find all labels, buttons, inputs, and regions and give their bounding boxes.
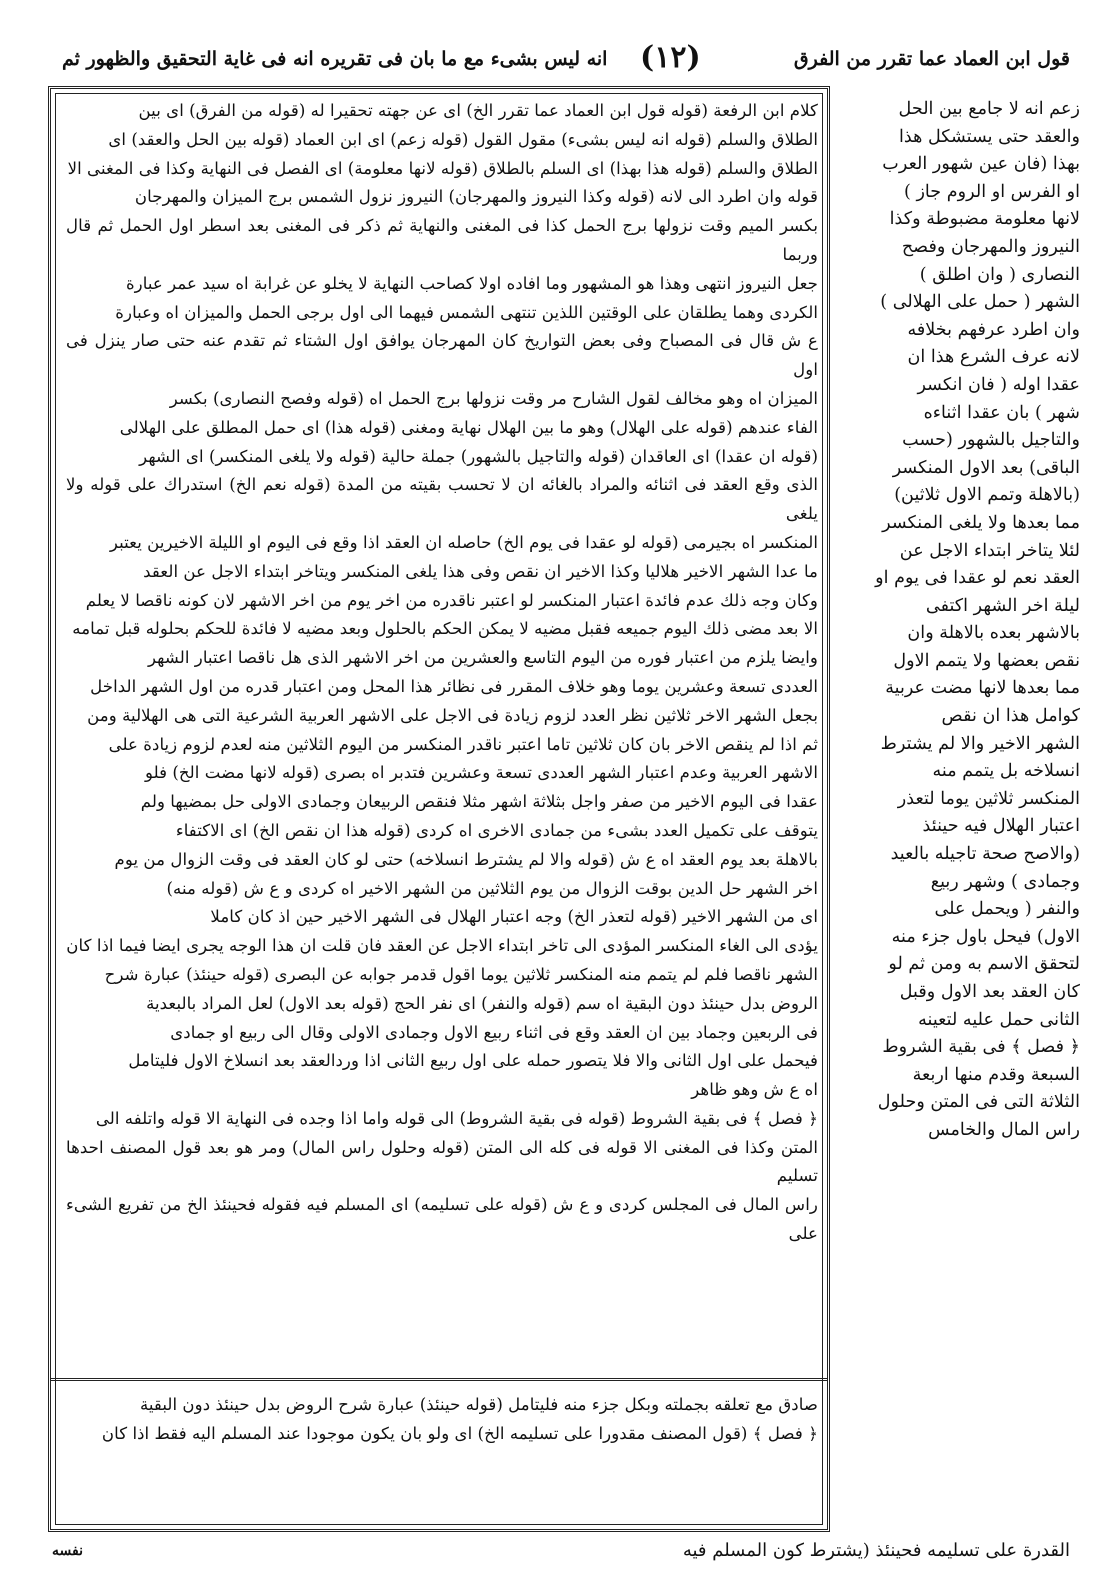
matn-line: بهذا (فان عين شهور العرب — [882, 154, 1080, 175]
matn-line: النيروز والمهرجان وفصح — [901, 236, 1080, 257]
commentary-line: راس المال فى المجلس كردى و ع ش (قوله على تسليمه) اى المسلم فيه فقوله فحينئذ الخ من تفريع الشىء على — [66, 1194, 818, 1244]
matn-line: الشهر الاخير والا لم يشترط — [880, 733, 1080, 754]
matn-line: والتاجيل بالشهور (حسب — [902, 430, 1080, 451]
matn-line: راس المال والخامس — [928, 1119, 1080, 1140]
running-head-right: قول ابن العماد عما تقرر من الفرق — [793, 48, 1070, 70]
commentary-line: ع ش قال فى المصباح وفى بعض التواريخ كان المهرجان يوافق اول الشتاء ثم تقدم عنه حتى صار ينزل فى اول — [66, 330, 818, 380]
lower-commentary-line: ﴿ فصل ﴾ (قول المصنف مقدورا على تسليمه الخ) اى ولو بان يكون موجودا عند المسلم اليه فقط اذا كان — [101, 1422, 818, 1443]
lower-commentary — [66, 1390, 818, 1520]
matn-line: زعم انه لا جامع بين الحل — [898, 99, 1080, 119]
commentary-line: الطلاق والسلم (قوله انه ليس بشىء) مقول القول (قوله زعم) اى ابن العماد (قوله بين الحل والعقد) اى — [108, 128, 818, 149]
matn-line: الاول) فيحل باول جزء منه — [891, 926, 1080, 947]
commentary-line: الميزان اه وهو مخالف لقول الشارح مر وقت نزولها برج الحمل اه (قوله وفصح النصارى) بكسر — [169, 387, 818, 408]
commentary-body — [66, 96, 818, 1386]
matn-line: نقص بعضها ولا يتمم الاول — [893, 650, 1080, 671]
lower-commentary-line: صادق مع تعلقه بجملته وبكل جزء منه فليتامل (قوله حينئذ) عبارة شرح الروض بدل حينئذ دون البقية — [139, 1394, 818, 1414]
matn-line: لتحقق الاسم به ومن ثم لو — [888, 954, 1080, 975]
commentary-line: الذى وقع العقد فى اثنائه والمراد بالغائه ان لا تحسب بقيته من المدة (قوله نعم الخ) استدراك على قوله ولا يلغى — [66, 474, 818, 524]
commentary-line: الطلاق والسلم (قوله هذا بهذا) اى السلم بالطلاق (قوله لانها معلومة) اى الفصل فى النهاية وكذا فى المغنى الا — [67, 157, 818, 178]
commentary-line: الاشهر العربية وعدم اعتبار الشهر العددى تسعة وعشرين فتدبر اه بصرى (قوله لانها مضت الخ) فلو — [144, 762, 818, 783]
commentary-line: الفاء عندهم (قوله على الهلال) وهو ما بين الهلال نهاية ومغنى (قوله هذا) اى حمل المطلق على الهلالى — [119, 416, 818, 437]
matn-line: لئلا يتاخر ابتداء الاجل عن — [899, 540, 1080, 561]
running-head-left: انه ليس بشىء مع ما بان فى تقريره انه فى غاية التحقيق والظهور ثم — [62, 48, 608, 70]
commentary-line: قوله وان اطرد الى لانه (قوله وكذا النيروز والمهرجان) النيروز نزول الشمس برج الميزان والمهرجان — [134, 186, 818, 207]
commentary-line: بالاهلة بعد يوم العقد اه ع ش (قوله والا لم يشترط انسلاخه) حتى لو كان العقد فى وقت الزوال من يوم — [114, 848, 818, 869]
matn-line: شهر ) بان عقدا اثناءه — [923, 402, 1080, 423]
matn-line: النصارى ( وان اطلق ) — [919, 264, 1080, 285]
matn-line: ليلة اخر الشهر اكتفى — [925, 595, 1080, 616]
commentary-line: ما عدا الشهر الاخير هلاليا وكذا الاخير ان نقص وفى هذا يلغى المنكسر ويتاخر ابتداء الاجل عن العقد — [143, 560, 818, 581]
commentary-line: وكان وجه ذلك عدم فائدة اعتبار المنكسر لو اعتبر ناقدره من اخر يوم من اخر الاشهر لان كونه ناقصا لا يعلم — [85, 589, 818, 610]
matn-line: لانه عرف الشرع هذا ان — [907, 347, 1080, 368]
matn-section-heading: ﴿ فصل ﴾ فى بقية الشروط — [882, 1037, 1080, 1058]
catchword-line: القدرة على تسليمه فحينئذ (يشترط كون المسلم فيه — [682, 1540, 1070, 1561]
matn-line: او الفرس او الروم جاز ) — [903, 181, 1080, 202]
commentary-line: الروض بدل حينئذ دون البقية اه سم (قوله والنفر) اى نفر الحج (قوله بعد الاول) لعل المراد بالبعدية — [146, 992, 818, 1013]
matn-line: اعتبار الهلال فيه حينئذ — [922, 816, 1080, 837]
matn-line: الثلاثة التى فى المتن وحلول — [877, 1092, 1080, 1113]
matn-line: العقد نعم لو عقدا فى يوم او — [875, 568, 1080, 589]
commentary-line: فى الربعين وجماد بين ان العقد وقع فى اثناء ربيع الاول وجمادى الاولى وقال الى ربيع او جمادى — [170, 1021, 818, 1042]
commentary-line: بجعل الشهر الاخر ثلاثين نظر العدد لزوم زيادة فى الاجل على الاشهر العربية الشرعية التى هى الهلالية ومن — [87, 704, 818, 725]
matn-line: كوامل هذا ان نقص — [941, 706, 1080, 727]
commentary-line: المنكسر اه بجيرمى (قوله لو عقدا فى يوم الخ) حاصله ان العقد اذا وقع فى اليوم او الليلة الاخيرين يعتبر — [109, 531, 818, 552]
commentary-line: كلام ابن الرفعة (قوله قول ابن العماد عما تقرر الخ) اى عن جهته تحقيرا له (قوله من الفرق) اى بين — [138, 100, 818, 120]
matn-line: لانها معلومة مضبوطة وكذا — [889, 209, 1080, 230]
catchword-left: نفسه — [52, 1543, 83, 1559]
commentary-line: اه ع ش وهو ظاهر — [691, 1079, 818, 1100]
commentary-line: ثم اذا لم ينقص الاخر بان كان ثلاثين تاما اعتبر ناقدر المنكسر من اليوم الثلاثين منه لعدم لزوم زيادة على — [108, 733, 818, 754]
matn-line: والنفر ( ويحمل على — [934, 899, 1080, 920]
commentary-line: (قوله ان عقدا) اى العاقدان (قوله والتاجيل بالشهور) جملة حالية (قوله ولا يلغى المنكسر) اى الشهر — [139, 445, 818, 466]
page-number: (١٢) — [640, 40, 701, 75]
matn-line: انسلاخه بل يتمم منه — [932, 761, 1080, 782]
commentary-line: عقدا فى اليوم الاخير من صفر واجل بثلاثة اشهر مثلا فنقص الربيعان وجمادى الاولى حل بمضيها ولم — [140, 791, 818, 812]
commentary-line: وايضا يلزم من اعتبار فوره من اليوم التاسع والعشرين من اخر الاشهر الذى هل ناقصا اعتبار الشهر — [147, 647, 818, 668]
commentary-line: يؤدى الى الغاء المنكسر المؤدى الى تاخر ابتداء الاجل عن العقد فان قلت ان هذا الوجه يجرى ايضا فيما اذا كان — [66, 935, 818, 956]
matn-line: (والاصح صحة تاجيله بالعيد — [890, 844, 1080, 865]
commentary-line: الكردى وهما يطلقان على الوقتين اللذين تنتهى الشمس فيهما الى اول برجى الحمل والميزان اه وعبارة — [115, 301, 818, 322]
commentary-line: الا بعد مضى ذلك اليوم جميعه فقبل مضيه لا يمكن الحكم بالحلول وبعد مضيه لا فائدة للحكم بحلوله قبل تمامه — [72, 618, 818, 639]
matn-line: وجمادى ) وشهر ربيع — [930, 871, 1080, 892]
commentary-line: يتوقف على تكميل العدد بشىء من جمادى الاخرى اه كردى (قوله هذا ان نقص الخ) اى الاكتفاء — [175, 819, 818, 840]
matn-line: (بالاهلة وتمم الاول ثلاثين) — [894, 485, 1080, 506]
page-header — [40, 40, 1070, 90]
commentary-line: اى من الشهر الاخير (قوله لتعذر الخ) وجه اعتبار الهلال فى الشهر الاخير حين اذ كان كاملا — [210, 906, 818, 927]
matn-line: بالاشهر بعده بالاهلة وان — [907, 623, 1080, 644]
commentary-line: المتن وكذا فى المغنى الا قوله فى كله الى المتن (قوله وحلول راس المال) ومر هو بعد قول المصنف احدها تسليم — [66, 1136, 818, 1186]
matn-line: مما بعدها لانها مضت عربية — [885, 678, 1080, 699]
matn-line: المنكسر ثلاثين يوما لتعذر — [897, 788, 1080, 809]
matn-line: الشهر ( حمل على الهلالى ) — [880, 292, 1080, 313]
matn-line: الثانى حمل عليه لتعينه — [918, 1009, 1080, 1030]
section-heading-line: ﴿ فصل ﴾ فى بقية الشروط (قوله فى بقية الشروط) الى قوله واما اذا وجده فى النهاية الا قوله واتلفه الى — [95, 1107, 818, 1128]
matn-column — [836, 96, 1080, 1536]
matn-line: السبعة وقدم منها اربعة — [912, 1064, 1080, 1085]
matn-line: والعقد حتى يستشكل هذا — [898, 126, 1080, 147]
matn-line: عقدا اوله ( فان انكسر — [917, 374, 1080, 395]
commentary-line: العددى تسعة وعشرين يوما وهو خلاف المقرر فى نظائر هذا المحل ومن اعتبار قدره من اول الشهر الداخل — [90, 675, 818, 696]
commentary-line: جعل النيروز انتهى وهذا هو المشهور وما افاده اولا كصاحب النهاية لا يخلو عن غرابة اه سيد عمر عبارة — [125, 272, 818, 293]
commentary-line: الشهر ناقصا فلم لم يتمم منه المنكسر ثلاثين يوما اقول قدمر جوابه عن البصرى (قوله حينئذ) عبارة شرح — [104, 963, 818, 984]
matn-line: وان اطرد عرفهم بخلافه — [907, 319, 1080, 340]
commentary-line: فيحمل على اول الثانى والا فلا يتصور حمله على اول ربيع الثانى اذا وردالعقد بعد انسلاخ الاول فليتامل — [128, 1050, 818, 1071]
matn-line: كان العقد بعد الاول وقبل — [899, 982, 1080, 1002]
commentary-line: اخر الشهر حل الدين بوقت الزوال من يوم الثلاثين من الشهر الاخير اه كردى و ع ش (قوله منه) — [166, 877, 818, 898]
matn-line: مما بعدها ولا يلغى المنكسر — [882, 512, 1080, 533]
commentary-line: بكسر الميم وقت نزولها برج الحمل كذا فى المغنى والنهاية ثم ذكر فى المغنى بعد اسطر اول الحمل ثم قال وربما — [66, 215, 818, 264]
matn-line: الباقى) بعد الاول المنكسر — [892, 457, 1080, 478]
